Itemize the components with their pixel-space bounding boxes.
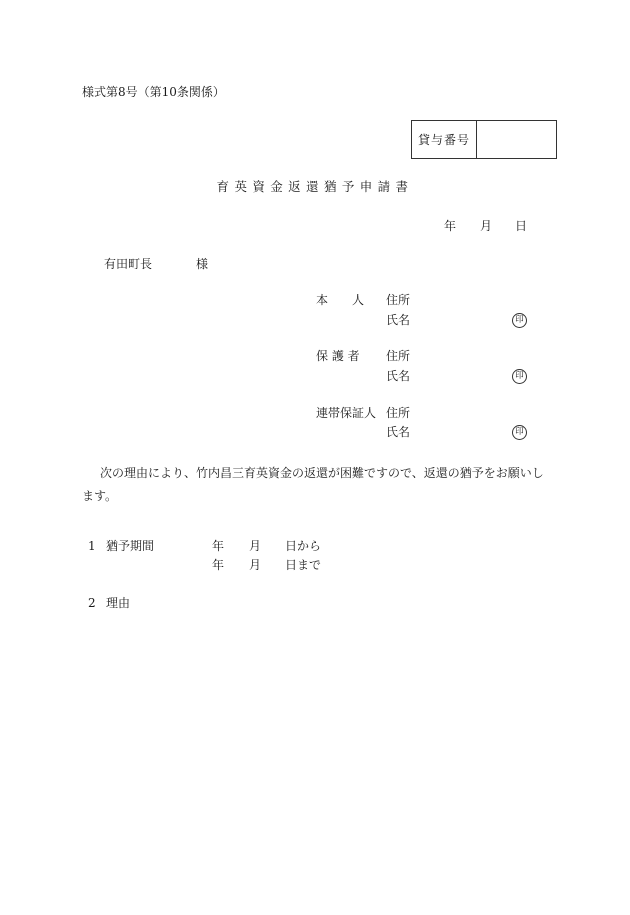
period-from-month: 月 [249,539,262,553]
request-body-text: 次の理由により、竹内昌三育英資金の返還が困難ですので、返還の猶予をお願いします。 [82,466,544,503]
addressee: 有田町長 [104,257,153,271]
period-from-year: 年 [212,539,225,553]
party-address-label: 住所 [386,293,411,307]
honorific: 様 [196,257,209,271]
period-to-month: 月 [249,558,262,572]
loan-number-label: 貸与番号 [412,121,477,158]
item-number: 1 [88,539,96,553]
period-from-day: 日から [285,539,322,553]
loan-number-field[interactable] [477,121,556,158]
document-title: 育英資金返還猶予申請書 [216,179,414,194]
loan-number-box [411,120,557,159]
form-number: 様式第8号（第10条関係） [82,85,225,99]
seal-icon: 印 [512,313,527,328]
party-name-label: 氏名 [386,313,411,327]
seal-icon: 印 [512,369,527,384]
party-role-guarantor: 連帯保証人 [316,406,377,420]
party-role-text: 本 人 [316,293,365,307]
party-address-label: 住所 [386,406,411,420]
party-name-label: 氏名 [386,369,411,383]
party-role-guardian: 保 護 者 [316,349,360,363]
party-role-applicant [316,294,372,306]
item-number: 2 [88,596,96,610]
seal-icon: 印 [512,425,527,440]
item-label-reason: 理由 [106,596,131,610]
period-to-year: 年 [212,558,225,572]
item-label-period: 猶予期間 [106,539,155,553]
party-address-label: 住所 [386,349,411,363]
party-name-label: 氏名 [386,425,411,439]
date-year: 年 [444,219,457,233]
date-day: 日 [515,219,528,233]
period-to-day: 日まで [285,558,322,572]
date-month: 月 [480,219,493,233]
